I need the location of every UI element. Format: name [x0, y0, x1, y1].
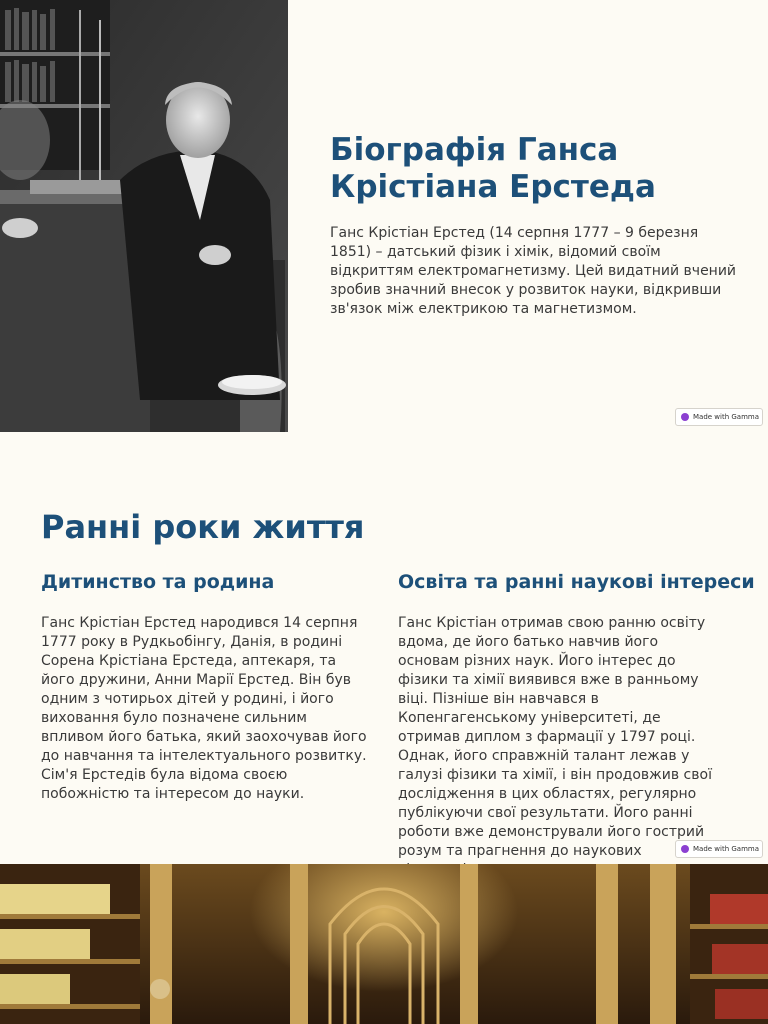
education-column: [398, 570, 758, 880]
made-with-gamma-badge[interactable]: [675, 408, 763, 426]
badge-label: Made with Gamma: [693, 845, 760, 853]
library-image: [0, 864, 768, 1024]
childhood-heading: Дитинство та родина: [41, 571, 275, 593]
page-title: Біографія Ганса Крістіана Ерстеда: [330, 132, 656, 205]
gamma-logo-icon: [681, 413, 689, 421]
library-slide: [0, 864, 768, 1024]
early-years-slide: [0, 432, 768, 864]
hero-intro-text: Ганс Крістіан Ерстед (14 серпня 1777 – 9 березня 1851) – датський фізик і хімік, відомий своїм відкриттям електромагнетизму. Цей видатний вчений зробив значний внесок у розвиток науки, відкривши зв'язок між електрикою та магнетизмом.: [330, 225, 737, 317]
hero-slide: [0, 0, 768, 432]
gamma-logo-icon: [681, 845, 689, 853]
childhood-column: [41, 570, 381, 804]
childhood-text: Ганс Крістіан Ерстед народився 14 серпня 1777 року в Рудкьобінгу, Данія, в родині Сорена Крістіана Ерстеда, аптекаря, та його дружини, Анни Марії Ерстед. Він був одним з чотирьох дітей у родині, і його виховання було позначене сильним впливом його батька, який заохочував його до навчання та інтелектуального розвитку. Сім'я Ерстедів була відома своєю побожністю та інтересом до науки.: [41, 615, 367, 802]
section-title: Ранні роки життя: [41, 508, 365, 546]
made-with-gamma-badge[interactable]: [675, 840, 763, 858]
badge-label: Made with Gamma: [693, 413, 760, 421]
education-text: Ганс Крістіан отримав свою ранню освіту вдома, де його батько навчив його основам різних наук. Його інтерес до фізики та хімії виявився вже в ранньому віці. Пізніше він навчався в Копенгагенському університеті, де отримав диплом з фармації у 1797 році. Однак, його справжній талант лежав у галузі фізики та хімії, і він продовжив свої дослідження в цих областях, регулярно публікуючи свої результати. Його ранні роботи вже демонстрували його гострий розум та прагнення до наукових: [398, 615, 712, 859]
education-heading: Освіта та ранні наукові інтереси: [398, 571, 755, 593]
portrait-image: [0, 0, 288, 432]
